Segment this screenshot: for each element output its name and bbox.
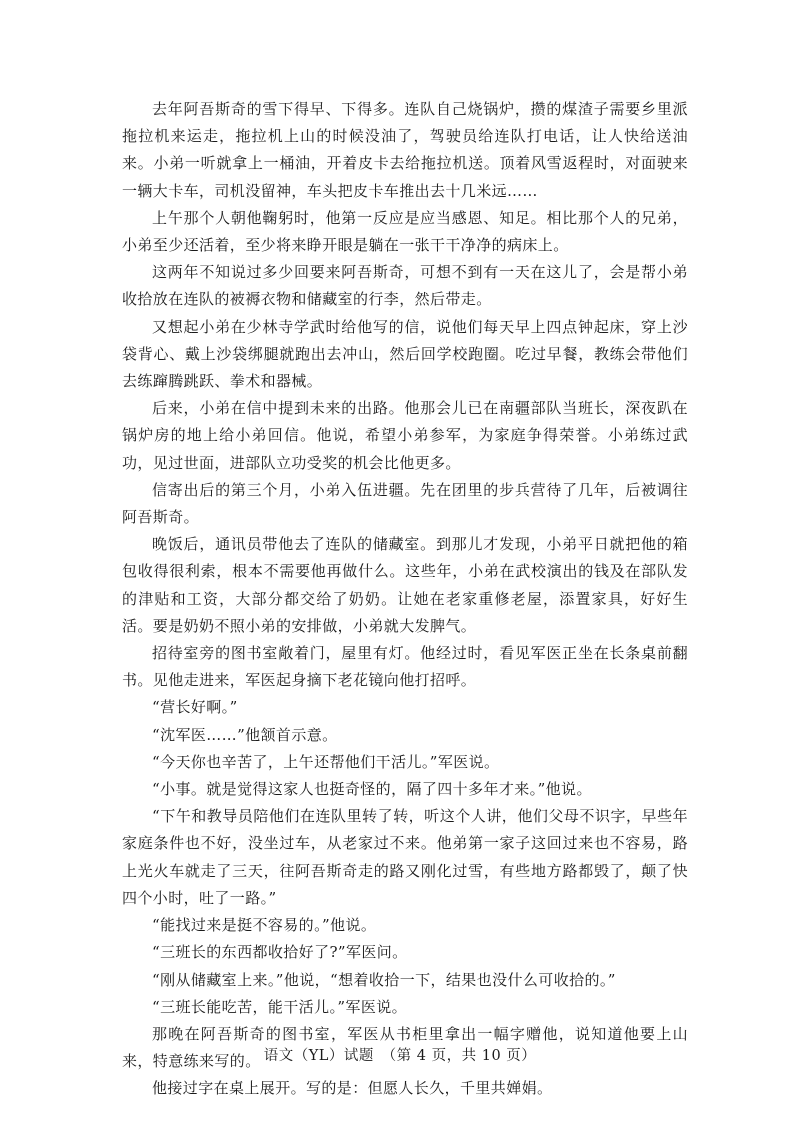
dialogue-line: “三班长能吃苦，能干活儿。”军医说。 (152, 997, 408, 1016)
reading-passage (122, 96, 688, 1103)
paragraph: 信寄出后的第三个月，小弟入伍进疆。先在团里的步兵营待了几年，后被调往阿吾斯奇。 (122, 480, 688, 527)
dialogue-line: “三班长的东西都收拾好了?”军医问。 (152, 943, 408, 962)
dialogue-line: “营长好啊。” (152, 698, 238, 717)
paragraph: 后来，小弟在信中提到未来的出路。他那会儿已在南疆部队当班长，深夜趴在锅炉房的地上给小弟回信。他说，希望小弟参军，为家庭争得荣誉。小弟练过武功，见过世面，进部队立功受奖的机会比他更多。 (122, 399, 688, 472)
dialogue-line: “沈军医……”他颔首示意。 (152, 725, 338, 744)
dialogue-line: “下午和教导员陪他们在连队里转了转，听这个人讲，他们父母不识字，早些年家庭条件也不好，没坐过车，从老家过不来。他弟第一家子这回过来也不容易，路上光火车就走了三天，往阿吾斯奇走的路又刚化过雪，有些地方路都毁了，颠了快四个小时，吐了一路。” (122, 807, 688, 907)
dialogue-line: “今天你也辛苦了，上午还帮他们干活儿。”军医说。 (152, 752, 500, 771)
paragraph: 这两年不知说过多少回要来阿吾斯奇，可想不到有一天在这儿了，会是帮小弟收拾放在连队的被褥衣物和储藏室的行李，然后带走。 (122, 263, 688, 309)
paragraph: 他接过字在桌上展开。写的是：但愿人长久，千里共婵娟。 (152, 1079, 553, 1098)
paragraph: 招待室旁的图书室敞着门，屋里有灯。他经过时，看见军医正坐在长条桌前翻书。见他走进来，军医起身摘下老花镜向他打招呼。 (122, 644, 688, 690)
paragraph: 上午那个人朝他鞠躬时，他第一反应是应当感恩、知足。相比那个人的兄弟，小弟至少还活着，至少将来睁开眼是躺在一张干干净净的病床上。 (122, 208, 688, 255)
dialogue-line: “小事。就是觉得这家人也挺奇怪的，隔了四十多年才来。”他说。 (152, 780, 592, 799)
paragraph: 那晚在阿吾斯奇的图书室，军医从书柜里拿出一幅字赠他，说知道他要上山来，特意练来写的。 (122, 1024, 688, 1071)
paragraph: 又想起小弟在少林寺学武时给他写的信，说他们每天早上四点钟起床，穿上沙袋背心、戴上沙袋绑腿就跑出去冲山，然后回学校跑圈。吃过早餐，教练会带他们去练蹿腾跳跃、拳术和器械。 (122, 317, 688, 391)
dialogue-line: “刚从储藏室上来。”他说，“想着收拾一下，结果也没什么可收拾的。” (152, 970, 616, 989)
dialogue-line: “能找过来是挺不容易的。”他说。 (152, 916, 377, 935)
page-footer: 语文（YL）试题 （第 4 页，共 10 页） (263, 1048, 537, 1064)
paragraph: 去年阿吾斯奇的雪下得早、下得多。连队自己烧锅炉，攒的煤渣子需要乡里派拖拉机来运走，拖拉机上山的时候没油了，驾驶员给连队打电话，让人快给送油来。小弟一听就拿上一桶油，开着皮卡去给拖拉机送。顶着风雪返程时，对面驶来一辆大卡车，司机没留神，车头把皮卡车推出去十几米远…… (122, 100, 688, 200)
paragraph: 晚饭后，通讯员带他去了连队的储藏室。到那儿才发现，小弟平日就把他的箱包收得很利索，根本不需要他再做什么。这些年，小弟在武校演出的钱及在部队发的津贴和工资，大部分都交给了奶奶。让她在老家重修老屋，添置家具，好好生活。要是奶奶不照小弟的安排做，小弟就大发脾气。 (122, 535, 688, 635)
